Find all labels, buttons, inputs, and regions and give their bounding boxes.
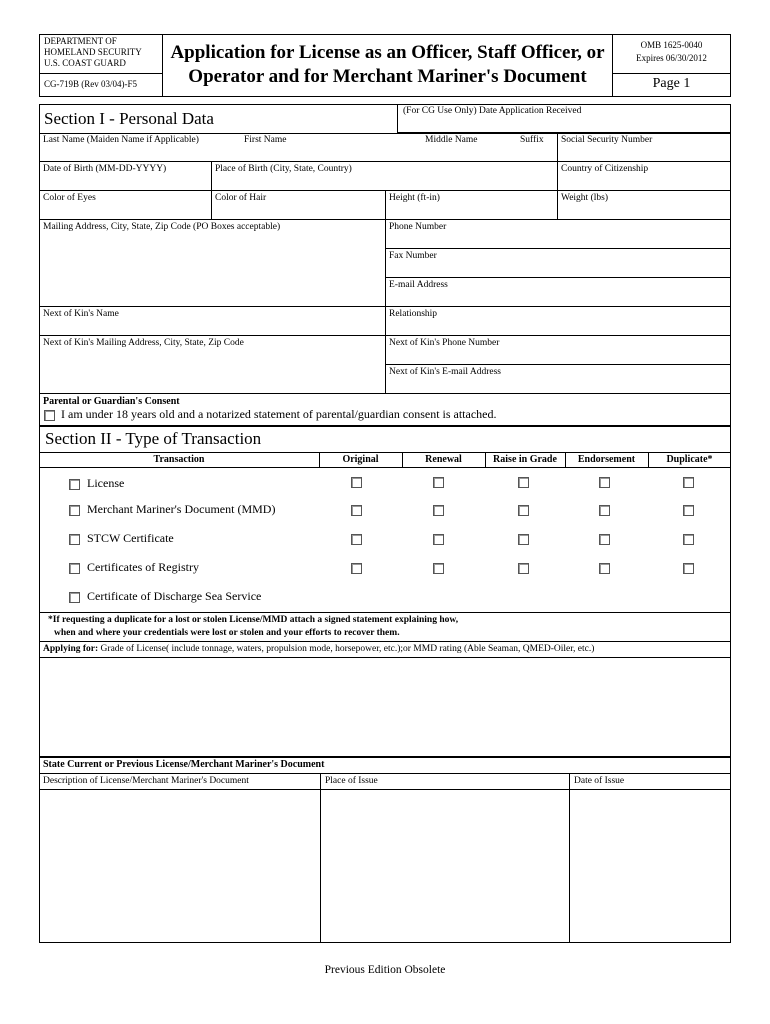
registry-duplicate-checkbox[interactable] (683, 563, 694, 574)
col-duplicate: Duplicate* (666, 454, 713, 465)
label-kin-address: Next of Kin's Mailing Address, City, State, Zip Code (43, 338, 244, 348)
col-date-of-issue: Date of Issue (574, 776, 625, 786)
place-of-issue-input-area[interactable] (321, 790, 568, 942)
agency-line-2: HOMELAND SECURITY (44, 47, 142, 57)
label-kin-name: Next of Kin's Name (43, 309, 119, 319)
form-number: CG-719B (Rev 03/04)-F5 (44, 79, 137, 89)
license-duplicate-checkbox[interactable] (683, 477, 694, 488)
stcw-endorsement-checkbox[interactable] (599, 534, 610, 545)
col-endorsement: Endorsement (577, 454, 636, 465)
checkbox-registry[interactable] (69, 563, 80, 574)
state-section-heading: State Current or Previous License/Merchant Mariner's Document (43, 759, 325, 770)
rule-row-1 (39, 133, 731, 134)
mmd-renewal-checkbox[interactable] (433, 505, 444, 516)
section-1-title: Section I - Personal Data (44, 109, 214, 128)
consent-text: I am under 18 years old and a notarized statement of parental/guardian consent is attached. (61, 407, 497, 421)
mmd-endorsement-checkbox[interactable] (599, 505, 610, 516)
header-page-rule (612, 73, 731, 74)
row-label-mmd: Merchant Mariner's Document (MMD) (87, 502, 276, 516)
footer-note: Previous Edition Obsolete (324, 964, 446, 976)
stcw-renewal-checkbox[interactable] (433, 534, 444, 545)
header-form-number-rule (39, 73, 163, 74)
agency-line-1: DEPARTMENT OF (44, 36, 117, 46)
rule-row-2 (39, 161, 731, 162)
label-dob: Date of Birth (MM-DD-YYYY) (43, 164, 167, 174)
applying-for-label: Applying for: (43, 644, 99, 654)
col-place-of-issue: Place of Issue (325, 776, 378, 786)
label-mailing-address: Mailing Address, City, State, Zip Code (PO Boxes acceptable) (43, 222, 281, 232)
col-license-description: Description of License/Merchant Mariner's Document (43, 776, 249, 786)
row-label-stcw: STCW Certificate (87, 531, 174, 545)
cg-use-label: (For CG Use Only) Date Application Received (403, 106, 582, 116)
label-suffix: Suffix (520, 135, 544, 145)
label-email: E-mail Address (389, 280, 448, 290)
duplicate-note-line-1: *If requesting a duplicate for a lost or stolen License/MMD attach a signed statement explaining how, (48, 615, 459, 625)
col-raise-in-grade: Raise in Grade (493, 454, 557, 465)
label-relationship: Relationship (389, 309, 438, 319)
label-middle-name: Middle Name (425, 135, 478, 145)
label-last-name: Last Name (Maiden Name if Applicable) (43, 135, 199, 145)
rule-phone-fax (385, 248, 731, 249)
duplicate-note-line-2: when and where your credentials were lost or stolen and your efforts to recover them. (54, 628, 400, 638)
label-phone: Phone Number (389, 222, 447, 232)
form-title-line-1: Application for License as an Officer, Staff Officer, or (170, 42, 605, 63)
mmd-raise-checkbox[interactable] (518, 505, 529, 516)
rule-tx-header-bottom (39, 467, 731, 468)
row-label-license: License (87, 476, 125, 490)
label-weight: Weight (lbs) (561, 193, 608, 203)
label-kin-phone: Next of Kin's Phone Number (389, 338, 500, 348)
label-height: Height (ft-in) (389, 193, 440, 203)
expiration-date: Expires 06/30/2012 (636, 53, 707, 63)
stcw-original-checkbox[interactable] (351, 534, 362, 545)
checkbox-mmd[interactable] (69, 505, 80, 516)
checkbox-license[interactable] (69, 479, 80, 490)
license-raise-checkbox[interactable] (518, 477, 529, 488)
consent-heading: Parental or Guardian's Consent (43, 396, 180, 407)
label-kin-email: Next of Kin's E-mail Address (389, 367, 502, 377)
registry-endorsement-checkbox[interactable] (599, 563, 610, 574)
date-of-issue-input-area[interactable] (570, 790, 730, 942)
license-endorsement-checkbox[interactable] (599, 477, 610, 488)
stcw-duplicate-checkbox[interactable] (683, 534, 694, 545)
v-dob (211, 161, 212, 219)
v-height (385, 190, 386, 393)
label-first-name: First Name (244, 135, 287, 145)
checkbox-discharge[interactable] (69, 592, 80, 603)
label-citizenship: Country of Citizenship (561, 164, 649, 174)
omb-number: OMB 1625-0040 (640, 40, 703, 50)
rule-row-7 (39, 393, 731, 394)
applying-for-line (43, 644, 594, 654)
stcw-raise-checkbox[interactable] (518, 534, 529, 545)
license-renewal-checkbox[interactable] (433, 477, 444, 488)
registry-original-checkbox[interactable] (351, 563, 362, 574)
consent-checkbox[interactable] (44, 410, 55, 421)
label-fax: Fax Number (389, 251, 437, 261)
rule-note-top (39, 612, 731, 613)
label-eyes: Color of Eyes (43, 193, 96, 203)
section-2-title: Section II - Type of Transaction (45, 429, 262, 448)
row-label-discharge: Certificate of Discharge Sea Service (87, 589, 262, 603)
form-title-line-2: Operator and for Merchant Mariner's Document (188, 66, 587, 87)
rule-fax-email (385, 277, 731, 278)
mmd-duplicate-checkbox[interactable] (683, 505, 694, 516)
col-original: Original (342, 454, 379, 465)
agency-line-3: U.S. COAST GUARD (44, 58, 126, 68)
mmd-original-checkbox[interactable] (351, 505, 362, 516)
v-ssn (557, 133, 558, 219)
checkbox-stcw[interactable] (69, 534, 80, 545)
col-transaction: Transaction (153, 454, 205, 465)
rule-state-header-top (39, 773, 731, 774)
label-ssn: Social Security Number (561, 135, 653, 145)
row-label-registry: Certificates of Registry (87, 560, 199, 574)
col-renewal: Renewal (425, 454, 462, 465)
page-number: Page 1 (652, 76, 691, 91)
label-hair: Color of Hair (215, 193, 267, 203)
registry-renewal-checkbox[interactable] (433, 563, 444, 574)
rule-applying-top (39, 641, 731, 642)
applying-for-text: Grade of License( include tonnage, waters, propulsion mode, horsepower, etc.);or MMD rating (Able Seaman, QMED-Oiler, etc.) (100, 644, 595, 654)
description-input-area[interactable] (40, 790, 319, 942)
label-pob: Place of Birth (City, State, Country) (215, 164, 352, 174)
rule-kin-phone-email (385, 364, 731, 365)
license-original-checkbox[interactable] (351, 477, 362, 488)
rule-tx-header-top (39, 452, 731, 453)
registry-raise-checkbox[interactable] (518, 563, 529, 574)
applying-for-input-area[interactable] (40, 658, 730, 756)
